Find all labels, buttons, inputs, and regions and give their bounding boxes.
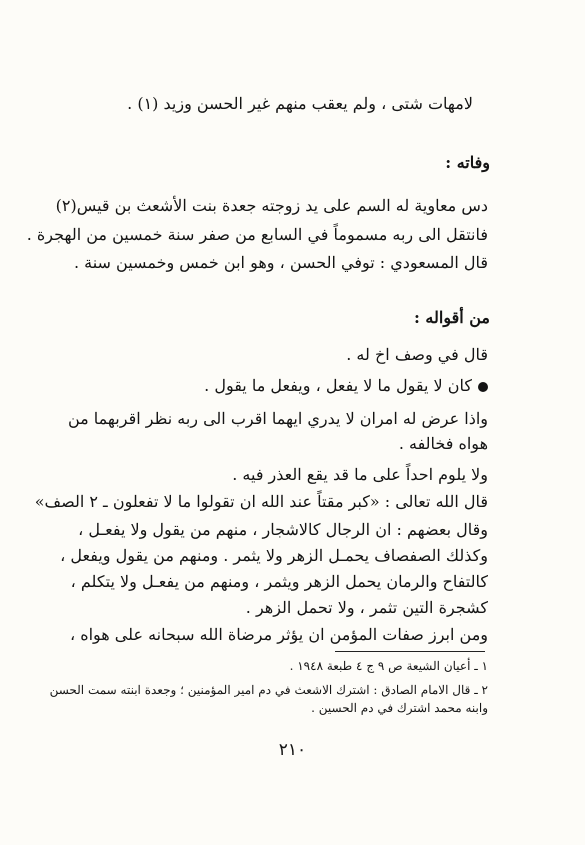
text-line: كشجرة التين تثمر ، ولا تحمل الزهر . — [245, 598, 488, 617]
footnote: ٢ ـ قال الامام الصادق : اشترك الاشعث في دم امير المؤمنين ؛ وجعدة ابنته سمت الحسن — [49, 683, 488, 697]
text-line: قال الله تعالى : «كبر مقتاً عند الله ان تقولوا ما لا تفعلون ـ ٢ الصف» — [34, 492, 488, 511]
bullet-text: كان لا يقول ما لا يفعل ، ويفعل ما يقول . — [204, 376, 472, 395]
text-line: هواه فخالفه . — [398, 434, 488, 453]
text-line: وكذلك الصفصاف يحمـل الزهر ولا يثمر . ومنهم من يقول ويفعل ، — [60, 546, 488, 565]
footnote: ١ ـ أعيان الشيعة ص ٩ ج ٤ طبعة ١٩٤٨ . — [289, 659, 488, 673]
text-line: وقال بعضهم : ان الرجال كالاشجار ، منهم من يقول ولا يفعـل ، — [78, 520, 488, 539]
bullet-icon — [478, 382, 488, 392]
section-heading-sayings: من أقواله : — [413, 308, 490, 327]
text-line: دس معاوية له السم على يد زوجته جعدة بنت الأشعث بن قيس(٢) — [55, 196, 488, 215]
text-line: قال في وصف اخ له . — [346, 345, 488, 364]
section-heading-death: وفاته : — [445, 153, 490, 172]
text-line: واذا عرض له امران لا يدري ايهما اقرب الى ربه نظر اقربهما من — [67, 409, 488, 428]
text-line: قال المسعودي : توفي الحسن ، وهو ابن خمس وخمسين سنة . — [73, 253, 488, 272]
bullet-line — [204, 376, 488, 396]
footnote-divider — [335, 651, 485, 652]
footnote-continuation: وابنه محمد اشترك في دم الحسين . — [311, 701, 488, 715]
text-line: لامهات شتى ، ولم يعقب منهم غير الحسن وزيد (١) . — [127, 94, 473, 113]
page-number: ٢١٠ — [278, 740, 307, 760]
text-line: ومن ابرز صفات المؤمن ان يؤثر مرضاة الله سبحانه على هواه ، — [69, 625, 488, 644]
text-line: فانتقل الى ربه مسموماً في السابع من صفر سنة خمسين من الهجرة . — [26, 225, 488, 244]
text-line: ولا يلوم احداً على ما قد يقع العذر فيه . — [232, 465, 488, 484]
text-line: كالتفاح والرمان يحمل الزهر ويثمر ، ومنهم من يفعـل ولا يتكلم ، — [70, 572, 488, 591]
